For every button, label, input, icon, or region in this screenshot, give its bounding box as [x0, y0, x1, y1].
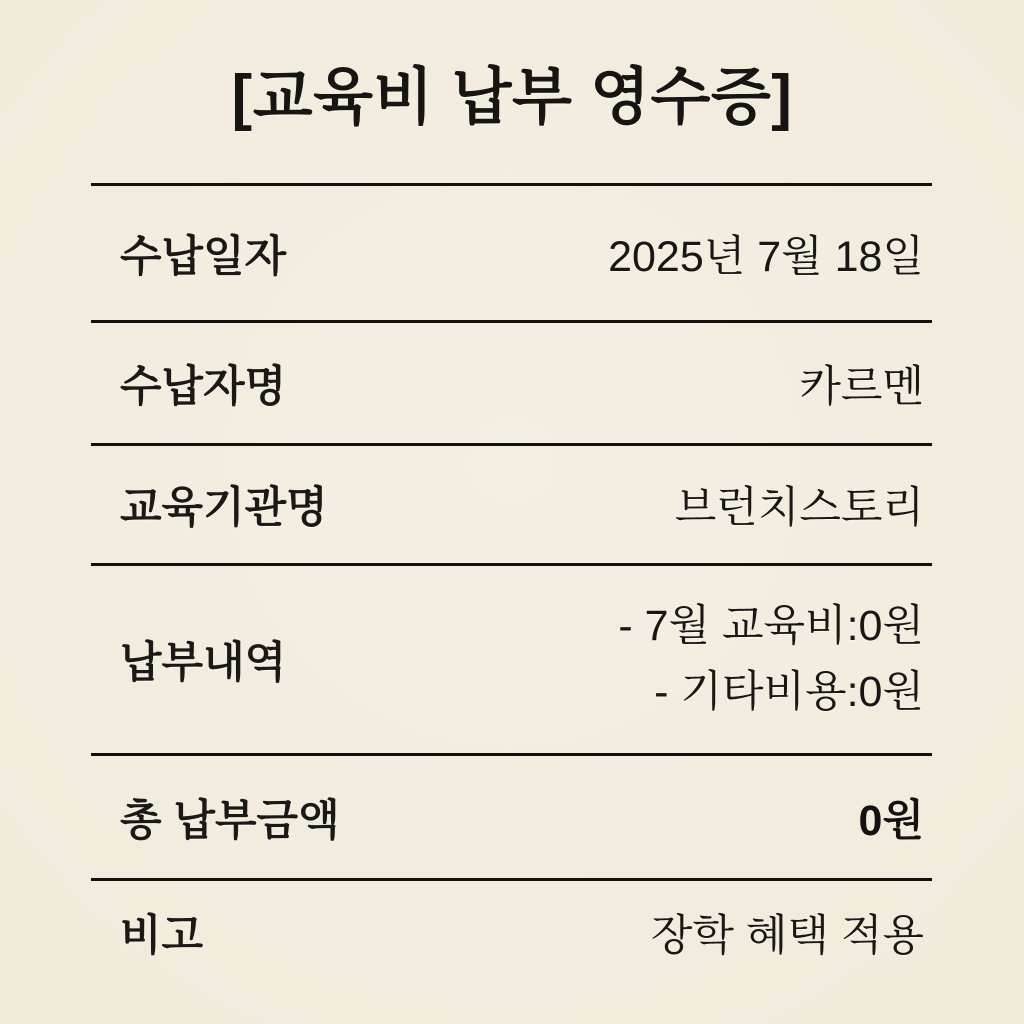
table-row-remarks: [91, 878, 932, 1024]
receipt-table: [91, 183, 932, 1024]
table-row-payer-name: [91, 320, 932, 443]
table-row-receipt-date: [91, 183, 932, 320]
row-value: [618, 594, 924, 725]
page-title: [교육비 납부 영수증]: [231, 63, 793, 132]
table-row-total-amount: [91, 753, 932, 878]
row-label: 수납일자: [120, 232, 287, 281]
row-label: 수납자명: [120, 362, 287, 411]
row-value: 브런치스토리: [674, 484, 924, 532]
row-label: 교육기관명: [120, 484, 328, 532]
table-row-payment-details: [91, 563, 932, 753]
row-label: 납부내역: [120, 639, 287, 687]
table-row-institution-name: [91, 443, 932, 563]
payment-detail-line: - 기타비용:0원: [654, 667, 924, 716]
row-value: 카르멘: [799, 362, 924, 411]
row-value: 2025년 7월 18일: [608, 232, 924, 281]
payment-detail-line: - 7월 교육비:0원: [618, 602, 924, 651]
row-value-total: 0원: [858, 796, 924, 845]
row-label: 비고: [120, 912, 204, 960]
title-area: [0, 0, 1024, 183]
row-label: 총 납부금액: [120, 796, 340, 845]
row-value: 장학 혜택 적용: [650, 912, 924, 960]
